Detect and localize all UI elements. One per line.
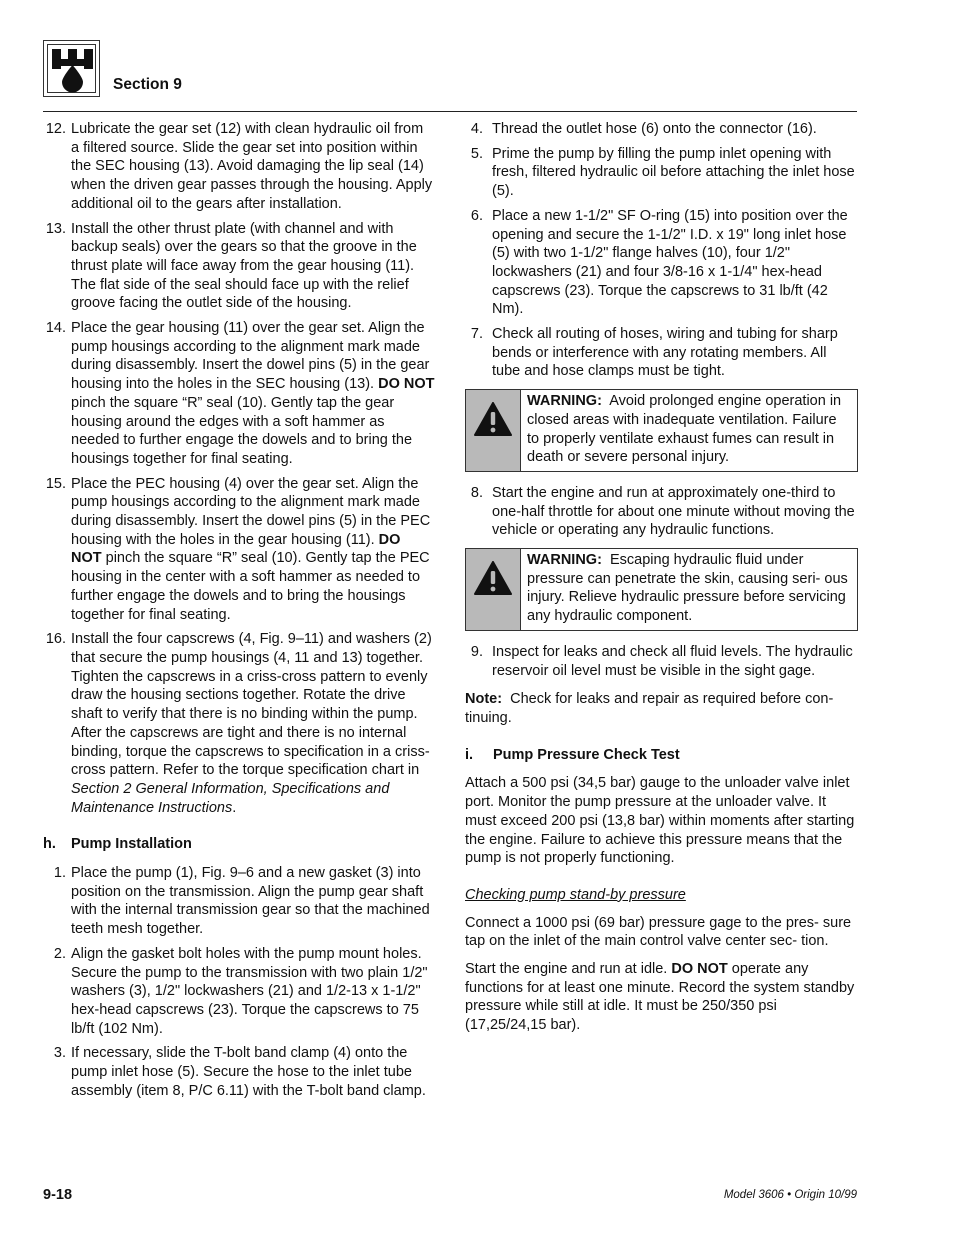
list-item: 1. Place the pump (1), Fig. 9–6 and a new gasket (3) into position on the transmission. Align the pump gear shaft with the internal transmission gear so that the machined teeth mesh together. xyxy=(53,865,430,938)
list-item: 12. Lubricate the gear set (12) with clean hydraulic oil from a filtered source. Slide the gear set into position within the SEC housing (13). Avoid damaging the lip seal (14) when the driven gear passes through the housing. Apply additional oil to the gears after installation. xyxy=(45,121,433,212)
subheading-pump-pressure-check: i. Pump Pressure Check Test xyxy=(465,746,680,763)
list-item: 7. Check all routing of hoses, wiring and tubing for sharp bends or interference with any rotating members. All tube and hose clamps must be tight. xyxy=(470,326,838,380)
section-title: Section 9 xyxy=(113,76,182,93)
paragraph: Attach a 500 psi (34,5 bar) gauge to the unloader valve inlet port. Monitor the pump pressure at the unloader valve. It must exceed 200 psi (13,8 bar) within moments after starting the engine. Failure to achieve this pressure means that the pump is not properly functioning. xyxy=(465,775,855,867)
list-item: 16. Install the four capscrews (4, Fig. 9–11) and washers (2) that secure the pump housings (4, 11 and 13) together. Tighten the capscrews in a criss-cross pattern to evenly draw the housing sections together. Rotate the drive shaft to verify that there is no binding within the pump. After the capscrews are tight and there is no internal binding, torque the capscrews to specification in a criss-cross pattern. Refer to the torque specification chart in Section 2 General Information, Specifications and Maintenance Instructions. xyxy=(45,631,432,816)
warning-icon xyxy=(466,390,521,471)
list-item: 3. If necessary, slide the T-bolt band clamp (4) onto the pump inlet hose (5). Secure the hose to the inlet tube assembly (item 8, P/C 6.11) with the T-bolt band clamp. xyxy=(53,1045,426,1099)
subheading-pump-installation: h. Pump Installation xyxy=(43,836,192,853)
header-rule xyxy=(43,111,857,112)
list-item: 9. Inspect for leaks and check all fluid levels. The hydraulic reservoir oil level must be visible in the sight gage. xyxy=(470,643,853,679)
paragraph: Start the engine and run at idle. DO NOT operate any functions for at least one minute. Record the system standby pressure while still at idle. It must be 250/350 psi (17,25/24,15 bar). xyxy=(465,961,855,1034)
page-number: 9-18 xyxy=(43,1187,73,1203)
warning-box-hydraulic-fluid: WARNING: Escaping hydraulic fluid under pressure can penetrate the skin, causing seri- ous injury. Relieve hydraulic pressure before servicing any hydraulic component. xyxy=(465,548,858,631)
steps-list-a xyxy=(43,120,435,817)
italic-subheading: Checking pump stand-by pressure xyxy=(465,886,686,903)
list-item: 13. Install the other thrust plate (with channel and with backup seals) over the gears so that the groove in the thrust plate will face away from the gear housing (11). The flat side of the seal should face up with the relief groove facing the outlet side of the housing. xyxy=(45,220,417,312)
left-column xyxy=(43,120,435,1106)
warning-icon xyxy=(466,549,521,630)
list-item: 14. Place the gear housing (11) over the gear set. Align the pump housings according to the alignment mark made during disassembly. Insert the dowel pins (5) in the gear housing into the holes in the SEC housing (13). DO NOT pinch the square “R” seal (10). Gently tap the gear housing around the edges with a soft hammer as needed to further engage the dowels and to bring the housings together for final seating. xyxy=(45,320,435,467)
list-item: 15. Place the PEC housing (4) over the gear set. Align the pump housings according to the alignment mark made during disassembly. Insert the dowel pins (5) in the PEC housing with the holes in the gear housing (11). DO NOT pinch the square “R” seal (10). Gently tap the PEC housing in the center with a soft hammer as needed to further engage the dowels and to bring the housings together for final seating. xyxy=(45,475,431,623)
steps-list-b xyxy=(43,864,435,1100)
hydraulic-oil-logo-icon xyxy=(43,40,100,97)
note: Note: Check for leaks and repair as required before con- tinuing. xyxy=(465,691,834,726)
warning-box-ventilation: WARNING: Avoid prolonged engine operation in closed areas with inadequate ventilation. Failure to properly ventilate exhaust fumes can result in death or severe personal injury. xyxy=(465,389,858,472)
model-origin: Model 3606 • Origin 10/99 xyxy=(723,1189,857,1201)
list-item: 6. Place a new 1-1/2" SF O-ring (15) into position over the opening and secure the 1-1/2" I.D. x 19" long inlet hose (5) with two 1-1/2" flange halves (10), four 1/2" lockwashers (21) and four 3/8-16 x 1-1/4" hex-head capscrews (23). Torque the capscrews to 31 lb/ft (42 Nm). xyxy=(470,207,848,318)
right-column xyxy=(465,120,858,1044)
steps-list-d xyxy=(465,484,858,540)
list-item: 4. Thread the outlet hose (6) onto the connector (16). xyxy=(470,121,817,137)
list-item: 5. Prime the pump by filling the pump inlet opening with fresh, filtered hydraulic oil before attaching the inlet hose (5). xyxy=(470,145,855,200)
list-item: 8. Start the engine and run at approximately one-third to one-half throttle for about one minute without moving the vehicle or operating any hydraulic functions. xyxy=(470,484,855,539)
steps-list-c xyxy=(465,120,858,381)
list-item: 2. Align the gasket bolt holes with the pump mount holes. Secure the pump to the transmission with two plain 1/2" washers (3), 1/2" lockwashers (21) and 1/2-13 x 1-1/2" hex-head capscrews (23). Torque the capscrews to 75 lb/ft (102 Nm). xyxy=(53,945,428,1037)
steps-list-e xyxy=(465,643,858,680)
paragraph: Connect a 1000 psi (69 bar) pressure gage to the pres- sure tap on the inlet of the main control valve center sec- tion. xyxy=(465,914,852,950)
